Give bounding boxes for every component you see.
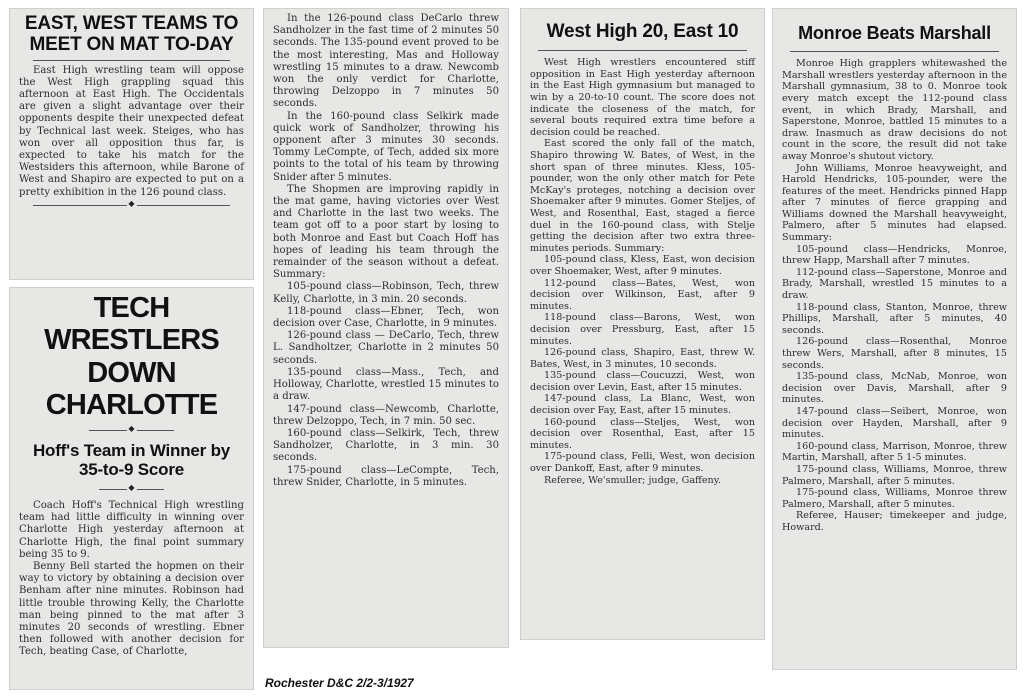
article-paragraph: Benny Bell started the hopmen on their way to victory by obtaining a decision over Benham after nine minutes. Robinson had little trouble throwing Kelly, the Charlotte man being pinned to the mat after 3 minutes 20 seconds of wrestling. Ebner then followed with another decision for Tech, beating Case, of Charlotte, xyxy=(19,560,244,658)
summary-item: 175-pound class, Williams, Monroe, threw Palmero, Marshall, after 5 minutes. xyxy=(782,463,1007,487)
summary-item: 175-pound class—LeCompte, Tech, threw Snider, Charlotte, in 5 minutes. xyxy=(273,464,499,488)
summary-item: 160-pound class—Selkirk, Tech, threw Sandholzer, Charlotte, in 3 min. 30 seconds. xyxy=(273,427,499,464)
source-caption: Rochester D&C 2/2-3/1927 xyxy=(265,676,414,690)
summary-item: Referee, Hauser; timekeeper and judge, Howard. xyxy=(782,510,1007,533)
summary-item: 112-pound class—Saperstone, Monroe and Brady, Marshall, wrestled 15 minutes to a draw. xyxy=(782,266,1007,302)
article-paragraph: West High wrestlers encountered stiff opposition in East High yesterday afternoon in the East High gymnasium but managed to win by a 20-to-10 count. The score does not indicate the closeness of the match, for several bouts required extra time before a decision could be reached. xyxy=(530,57,755,138)
clipping-monroe-marshall xyxy=(772,8,1017,670)
article-paragraph: The Shopmen are improving rapidly in the mat game, having victories over West and Charlotte in the last two weeks. The team got off to a poor start by losing to both Monroe and East but Coach Hoff has hopes of leading his team through the remainder of the season without a defeat. Summary: xyxy=(273,183,499,281)
summary-item: 147-pound class—Seibert, Monroe, won decision over Hayden, Marshall, after 9 minutes. xyxy=(782,405,1007,441)
clipping-east-west-preview xyxy=(9,8,254,280)
headline-monroe-marshall: Monroe Beats Marshall xyxy=(798,23,991,43)
summary-item: 147-pound class—Newcomb, Charlotte, threw Delzoppo, Tech, in 7 min. 50 sec. xyxy=(273,403,499,427)
summary-item: 160-pound class—Steljes, West, won decision over Rosenthal, East, after 15 minutes. xyxy=(530,416,755,451)
divider-ornament xyxy=(99,489,164,490)
headline-west-east: West High 20, East 10 xyxy=(546,21,739,42)
article-paragraph: Coach Hoff's Technical High wrestling team had little difficulty in winning over Charlotte High yesterday afternoon at Charlotte High, the final point summary being 35 to 9. xyxy=(19,499,244,560)
summary-item: 135-pound class—Mass., Tech, and Holloway, Charlotte, wrestled 15 minutes to a draw. xyxy=(273,366,499,403)
divider xyxy=(33,60,230,61)
article-paragraph: In the 126-pound class DeCarlo threw Sandholzer in the fast time of 2 minutes 50 seconds. The 135-pound event proved to be the most interesting, Mas and Holloway wrestling 15 minutes to a draw. Newcomb won the only verdict for Charlotte, throwing Delzoppo in 7 minutes 50 seconds. xyxy=(273,13,499,110)
divider xyxy=(538,50,747,51)
summary-item: Referee, We'smuller; judge, Gaffeny. xyxy=(544,474,721,486)
article-paragraph: John Williams, Monroe heavyweight, and Harold Hendricks, 105-pounder, were the features of the meet. Hendricks pinned Happ after 7 minutes of fierce grapping and Williams downed the Marshall heavyweight, Palmero, after 5 minutes had elapsed. Summary: xyxy=(782,162,1007,244)
summary-item: 175-pound class, Felli, West, won decision over Dankoff, East, after 9 minutes. xyxy=(530,451,755,475)
summary-item: 118-pound class—Barons, West, won decision over Pressburg, East, after 15 minutes. xyxy=(530,312,755,347)
headline-tech-line2: DOWN CHARLOTTE xyxy=(45,356,218,422)
article-paragraph: In the 160-pound class Selkirk made quick work of Sandholzer, throwing his opponent after 3 minutes 30 seconds. Tommy LeCompte, of Tech, added six more points to the total of his team by throwing Snider after 5 minutes. xyxy=(273,110,499,183)
headline-east-west-line2: MEET ON MAT TO-DAY xyxy=(29,34,234,56)
clipping-west-east xyxy=(520,8,765,640)
summary-item: 160-pound class, Marrison, Monroe, threw Martin, Marshall, after 5 1-5 minutes. xyxy=(782,440,1007,464)
summary-item: 135-pound class, McNab, Monroe, won decision over Davis, Marshall, after 9 minutes. xyxy=(782,371,1007,406)
summary-item: 126-pound class, Shapiro, East, threw W. Bates, West, in 3 minutes, 10 seconds. xyxy=(530,347,755,370)
summary-item: 135-pound class—Coucuzzi, West, won decision over Levin, East, after 15 minutes. xyxy=(530,370,755,393)
summary-item: 126-pound class — DeCarlo, Tech, threw L. Sandholtzer, Charlotte in 2 minutes 50 seconds. xyxy=(273,330,499,366)
clipping-tech-charlotte xyxy=(9,287,254,690)
subhead-line1: Hoff's Team in Winner by xyxy=(32,440,231,460)
divider-ornament xyxy=(33,205,230,206)
clipping-tech-charlotte-continued xyxy=(263,8,509,648)
summary-item: 118-pound class—Ebner, Tech, won decision over Case, Charlotte, in 9 minutes. xyxy=(273,305,499,330)
headline-tech-line1: TECH WRESTLERS xyxy=(44,292,219,357)
subhead-line2: 35-to-9 Score xyxy=(78,459,185,479)
article-paragraph: Monroe High grapplers whitewashed the Marshall wrestlers yesterday afternoon in the Marshall gymnasium, 38 to 0. Monroe took every match except the 112-pound class event, in which Brady, Marshall, and Saperstone, Monroe, battled 15 minutes to a draw. Inasmuch as draw decisions do not count in the score, the result did not take away Monroe's shutout victory. xyxy=(782,58,1007,162)
summary-item: 126-pound class—Rosenthal, Monroe threw Wers, Marshall, after 8 minutes, 15 seconds. xyxy=(782,336,1007,371)
summary-item: 112-pound class—Bates, West, won decision over Wilkinson, East, after 9 minutes. xyxy=(530,277,755,312)
summary-item: 105-pound class, Kless, East, won decision over Shoemaker, West, after 9 minutes. xyxy=(530,254,755,277)
headline-east-west-line1: EAST, WEST TEAMS TO xyxy=(24,13,239,34)
divider xyxy=(790,51,999,52)
divider-ornament xyxy=(89,430,174,431)
summary-item: 118-pound class, Stanton, Monroe, threw Phillips, Marshall, after 5 minutes, 40 seconds. xyxy=(782,301,1007,336)
summary-item: 105-pound class—Hendricks, Monroe, threw Happ, Marshall after 7 minutes. xyxy=(782,243,1007,267)
summary-item: 175-pound class, Williams, Monroe threw Palmero, Marshall, after 5 minutes. xyxy=(782,487,1007,510)
article-body: East High wrestling team will oppose the West High grappling squad this afternoon at East High. The Occidentals are given a slight advantage over their opponents despite their unexpected defeat by Technical last week. Steiges, who has won over all opposition thus far, is expected to take his match for the Westsiders this afternoon, while Barone of West and Shapiro are expected to put on a pretty exhibition in the 126 pound class. xyxy=(19,64,244,198)
summary-item: 147-pound class, La Blanc, West, won decision over Fay, East, after 15 minutes. xyxy=(530,393,755,417)
summary-item: 105-pound class—Robinson, Tech, threw Kelly, Charlotte, in 3 min. 20 seconds. xyxy=(273,281,499,305)
article-paragraph: East scored the only fall of the match, Shapiro throwing W. Bates, of West, in the short span of three minutes. Kless, 105-pounder, won the only other match for Pete McKay's proteges, notching a decision over Shoemaker after 9 minutes. Gomer Steljes, of West, and Rosenthal, East, staged a fierce duel in the 160-pound class, with Stelje getting the decision after two extra three-minutes periods. Summary: xyxy=(530,138,755,254)
